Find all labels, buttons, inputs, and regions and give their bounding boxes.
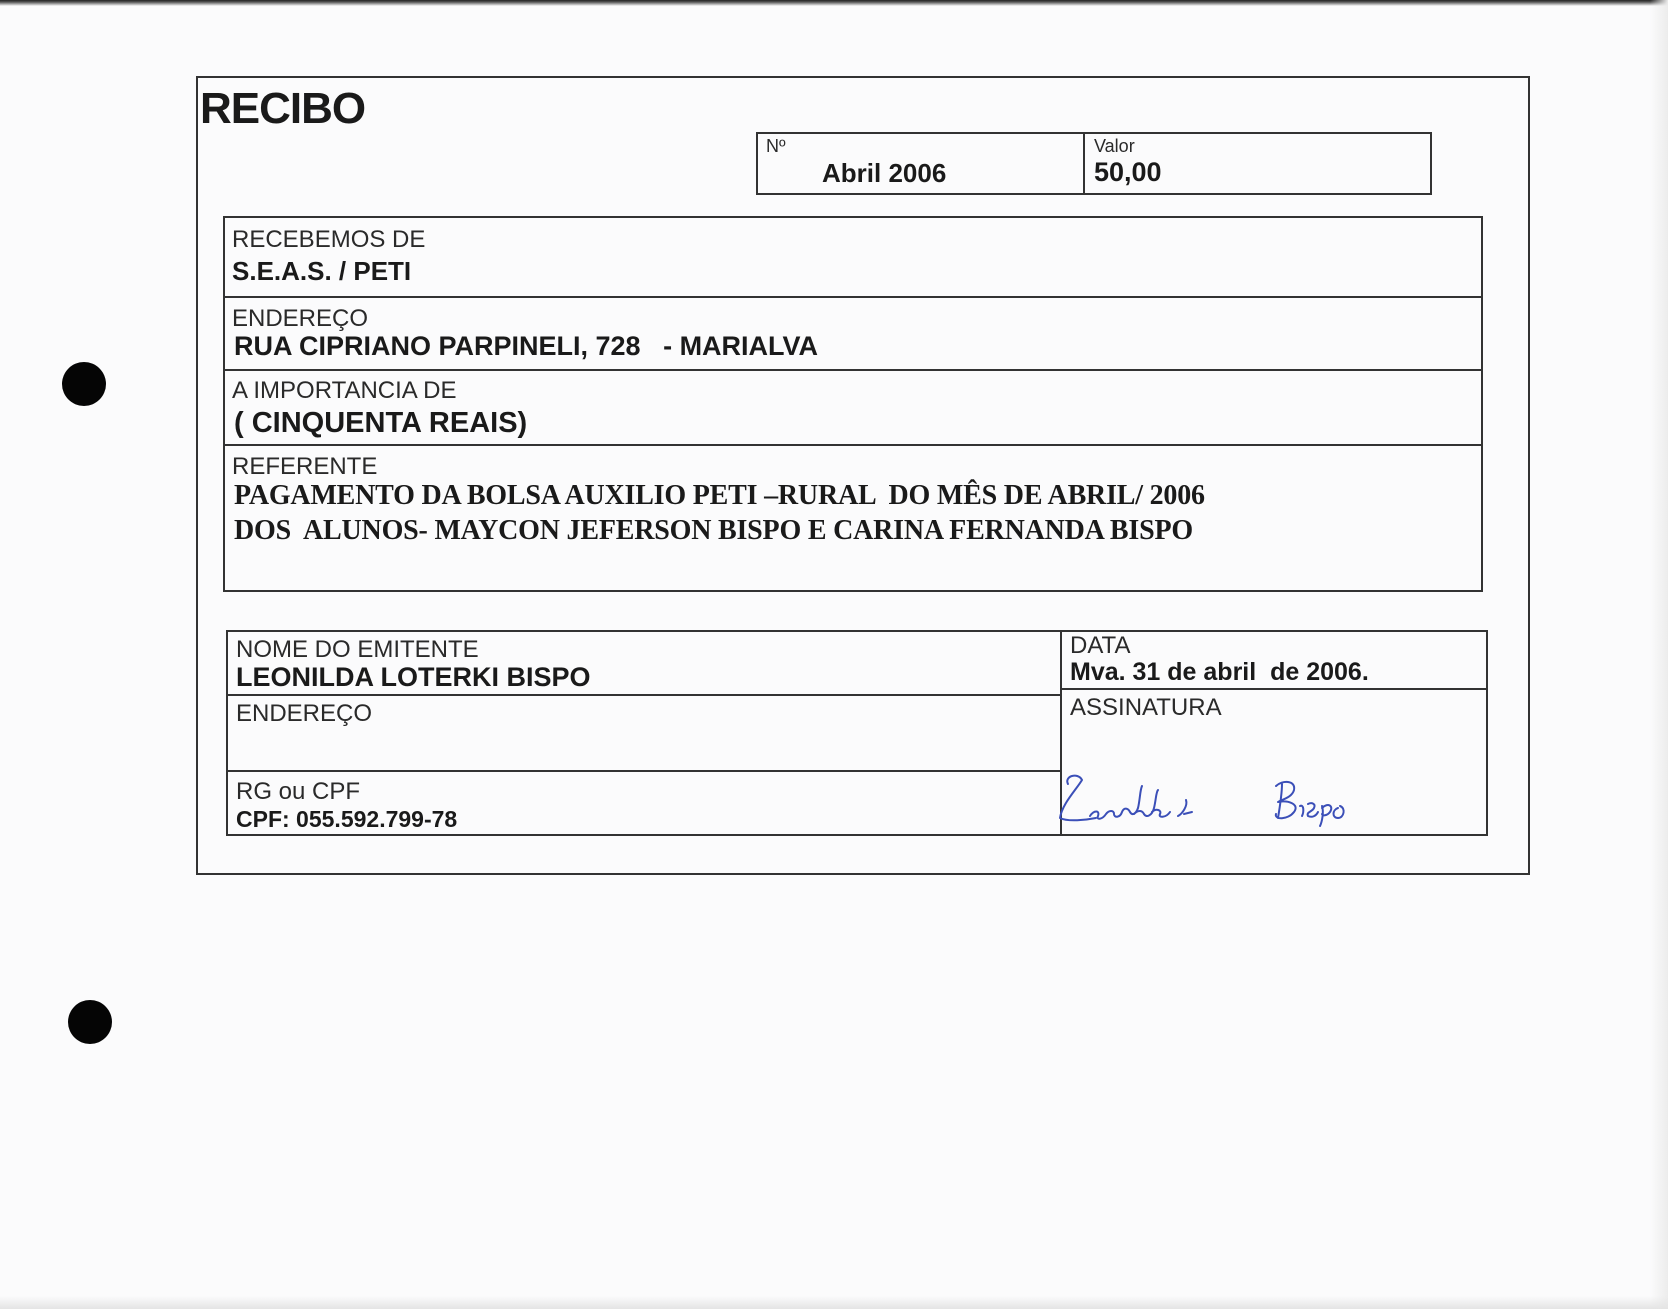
receipt-title: RECIBO [200,84,366,133]
punch-hole-top [62,362,106,406]
scan-top-edge [0,0,1668,6]
importancia-value: ( CINQUENTA REAIS) [234,407,528,439]
number-value: Abril 2006 [822,158,947,188]
valor-label: Valor [1094,136,1135,156]
documento-value: CPF: 055.592.799-78 [236,806,458,832]
assinatura-label: ASSINATURA [1070,694,1222,721]
number-value-divider [1083,132,1085,195]
scan-right-edge [1650,0,1668,1309]
payer-row-divider-3 [223,444,1483,446]
handwritten-signature [1056,770,1376,830]
importancia-label: A IMPORTANCIA DE [232,377,457,404]
issuer-address-label: ENDEREÇO [236,700,373,727]
data-value: Mva. 31 de abril de 2006. [1070,658,1369,686]
issuer-row-divider-2 [226,770,1061,772]
date-row-divider [1060,688,1488,690]
referente-line-1: PAGAMENTO DA BOLSA AUXILIO PETI –RURAL DO MÊS DE ABRIL/ 2006 [234,480,1205,511]
payer-address-label: ENDEREÇO [232,305,369,332]
recebemos-de-label: RECEBEMOS DE [232,226,426,253]
punch-hole-bottom [68,1000,112,1044]
data-label: DATA [1070,632,1131,659]
emitente-label: NOME DO EMITENTE [236,636,479,663]
referente-label: REFERENTE [232,453,378,480]
number-label: Nº [766,136,786,156]
referente-line-2: DOS ALUNOS- MAYCON JEFERSON BISPO E CARINA FERNANDA BISPO [234,515,1193,546]
issuer-row-divider-1 [226,694,1061,696]
payer-address-value: RUA CIPRIANO PARPINELI, 728 - MARIALVA [234,331,819,361]
scan-bottom-edge [0,1296,1668,1309]
documento-label: RG ou CPF [236,778,361,805]
emitente-value: LEONILDA LOTERKI BISPO [236,662,591,692]
payer-row-divider-1 [223,296,1483,298]
recebemos-de-value: S.E.A.S. / PETI [232,256,412,286]
payer-row-divider-2 [223,369,1483,371]
valor-value: 50,00 [1094,157,1162,187]
